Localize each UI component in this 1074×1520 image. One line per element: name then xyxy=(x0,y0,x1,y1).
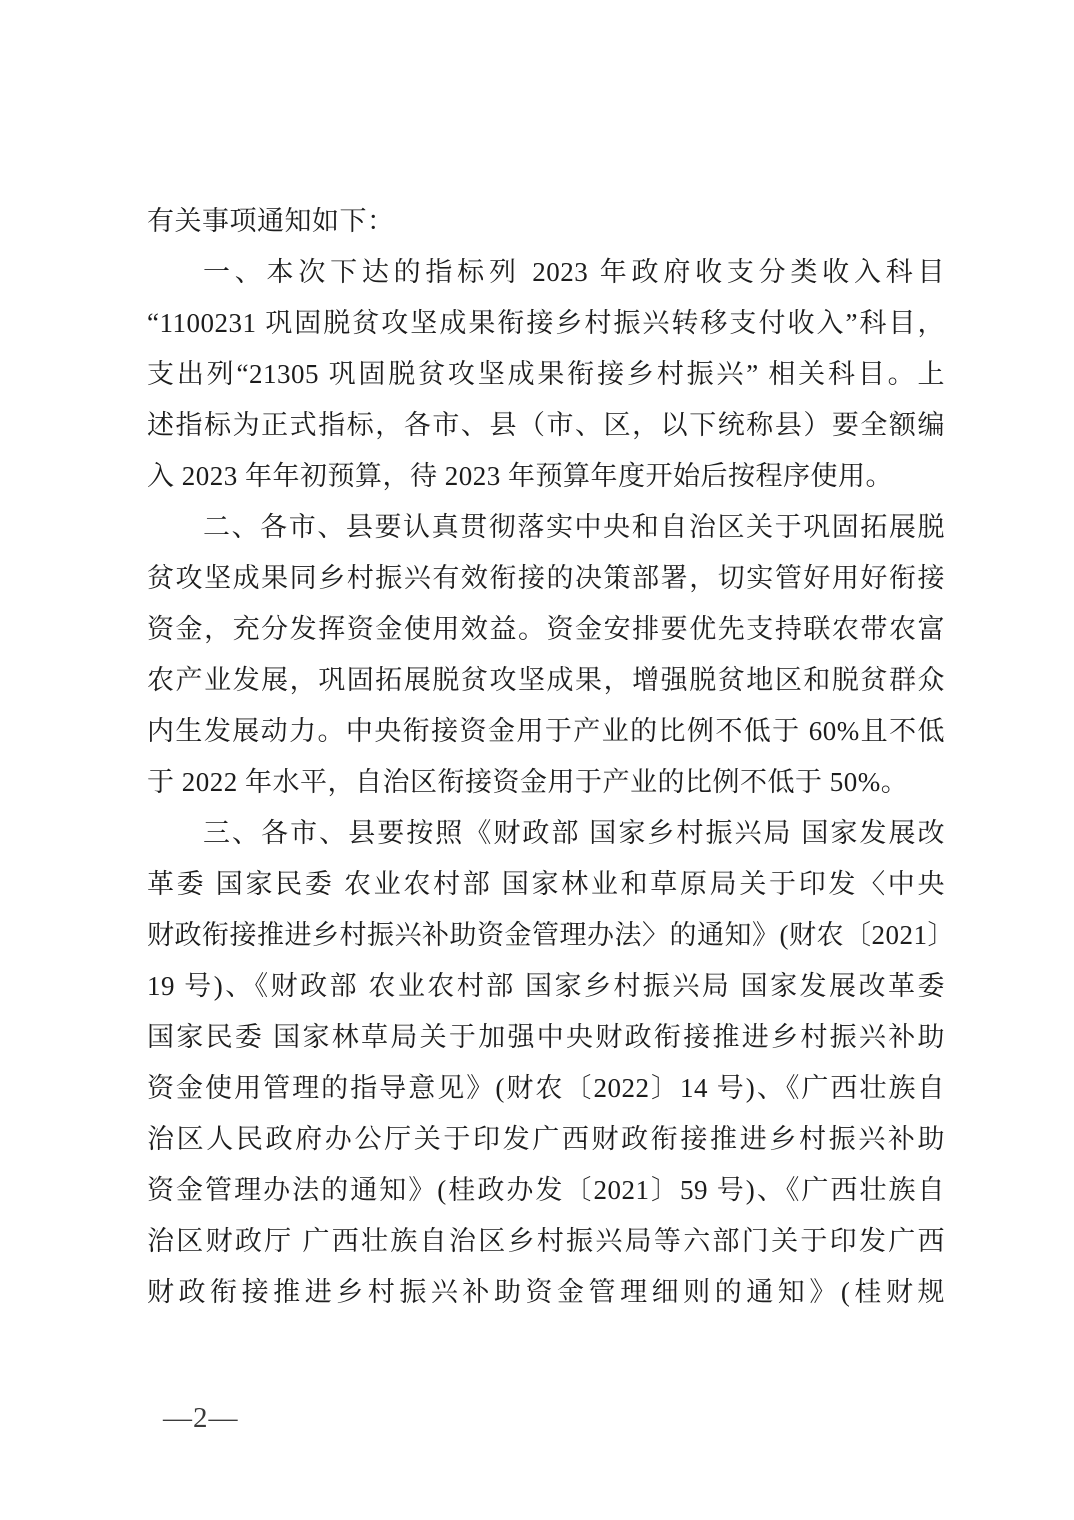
text-line: 农产业发展，巩固拓展脱贫攻坚成果，增强脱贫地区和脱贫群众 xyxy=(147,665,945,695)
text-line: 革委 国家民委 农业农村部 国家林业和草原局关于印发〈中央 xyxy=(147,869,945,899)
text-line: 三、各市、县要按照《财政部 国家乡村振兴局 国家发展改 xyxy=(203,818,945,848)
text-line: 支出列“21305 巩固脱贫攻坚成果衔接乡村振兴” 相关科目。上 xyxy=(147,359,945,389)
text-line: 治区人民政府办公厅关于印发广西财政衔接推进乡村振兴补助 xyxy=(147,1124,945,1154)
text-line: 资金管理办法的通知》(桂政办发〔2021〕59 号)、《广西壮族自 xyxy=(147,1175,945,1205)
text-line: 一、本次下达的指标列 2023 年政府收支分类收入科目 xyxy=(203,257,945,287)
text-line: 财政衔接推进乡村振兴补助资金管理细则的通知》(桂财规 xyxy=(147,1277,945,1307)
text-line: 国家民委 国家林草局关于加强中央财政衔接推进乡村振兴补助 xyxy=(147,1022,945,1052)
text-line: 述指标为正式指标，各市、县（市、区，以下统称县）要全额编 xyxy=(147,410,945,440)
text-line: 有关事项通知如下： xyxy=(147,206,395,236)
text-line: 资金使用管理的指导意见》(财农〔2022〕14 号)、《广西壮族自 xyxy=(147,1073,945,1103)
text-line: “1100231 巩固脱贫攻坚成果衔接乡村振兴转移支付收入”科目， xyxy=(147,308,945,338)
text-line: 治区财政厅 广西壮族自治区乡村振兴局等六部门关于印发广西 xyxy=(147,1226,945,1256)
text-line: 19 号)、《财政部 农业农村部 国家乡村振兴局 国家发展改革委 xyxy=(147,971,945,1001)
text-line: 财政衔接推进乡村振兴补助资金管理办法〉的通知》(财农〔2021〕 xyxy=(147,920,955,950)
page-number: —2— xyxy=(163,1402,239,1434)
text-line: 于 2022 年水平，自治区衔接资金用于产业的比例不低于 50%。 xyxy=(147,767,909,797)
document-body xyxy=(147,196,955,1318)
text-line: 贫攻坚成果同乡村振兴有效衔接的决策部署，切实管好用好衔接 xyxy=(147,563,945,593)
text-line: 入 2023 年年初预算，待 2023 年预算年度开始后按程序使用。 xyxy=(147,461,893,491)
text-line: 资金，充分发挥资金使用效益。资金安排要优先支持联农带农富 xyxy=(147,614,945,644)
text-line: 内生发展动力。中央衔接资金用于产业的比例不低于 60%且不低 xyxy=(147,716,945,746)
text-line: 二、各市、县要认真贯彻落实中央和自治区关于巩固拓展脱 xyxy=(203,512,945,542)
